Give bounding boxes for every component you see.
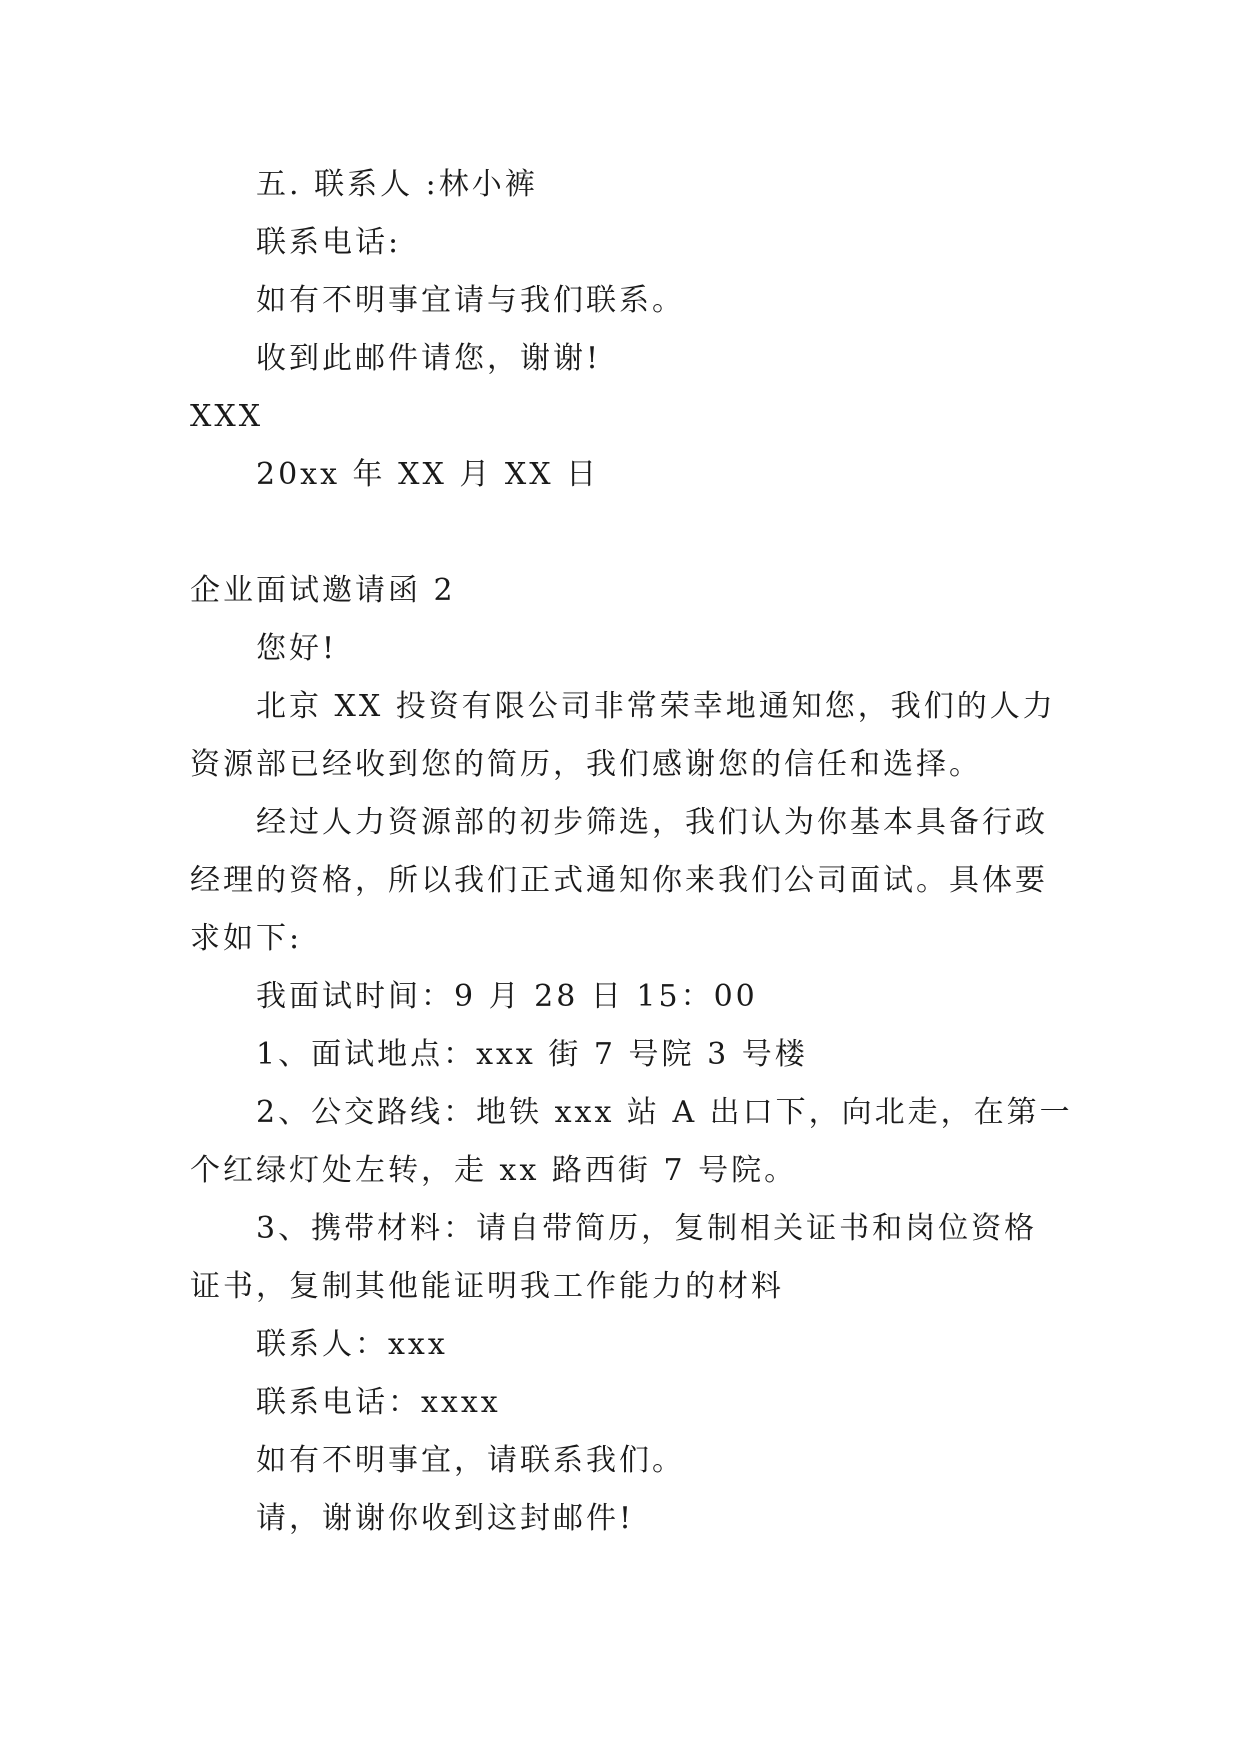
materials-line-1: 3、携带材料：请自带简历，复制相关证书和岗位资格 [256, 1211, 1038, 1246]
bus-route-line-2: 个红绿灯处左转，走 xx 路西街 7 号院。 [190, 1153, 798, 1188]
paragraph-2-line-3: 求如下: [190, 921, 303, 956]
contact-phone-2-line: 联系电话：xxxx [256, 1385, 501, 1420]
thanks-line: 收到此邮件请您，谢谢! [256, 341, 602, 376]
materials-line-2: 证书，复制其他能证明我工作能力的材料 [190, 1269, 784, 1304]
paragraph-2-line-2: 经理的资格，所以我们正式通知你来我们公司面试。具体要 [190, 863, 1048, 898]
contact-person-line: 五. 联系人 :林小裤 [256, 167, 538, 202]
paragraph-1-line-1: 北京 XX 投资有限公司非常荣幸地通知您，我们的人力 [256, 689, 1056, 724]
paragraph-1-line-2: 资源部已经收到您的简历，我们感谢您的信任和选择。 [190, 747, 982, 782]
paragraph-2-line-1: 经过人力资源部的初步筛选，我们认为你基本具备行政 [256, 805, 1048, 840]
date-line: 20xx 年 XX 月 XX 日 [256, 457, 600, 492]
interview-location-line: 1、面试地点：xxx 街 7 号院 3 号楼 [256, 1037, 808, 1072]
contact-phone-line: 联系电话: [256, 225, 402, 260]
signature-line: XXX [190, 399, 264, 434]
interview-time-line: 我面试时间：9 月 28 日 15：00 [256, 979, 758, 1014]
bus-route-line-1: 2、公交路线：地铁 xxx 站 A 出口下，向北走，在第一 [256, 1095, 1073, 1130]
closing-line: 请，谢谢你收到这封邮件! [256, 1501, 635, 1536]
greeting-line: 您好! [256, 631, 338, 666]
section-title: 企业面试邀请函 2 [190, 573, 456, 608]
inquiry-line: 如有不明事宜请与我们联系。 [256, 283, 685, 318]
inquiry-2-line: 如有不明事宜，请联系我们。 [256, 1443, 685, 1478]
contact-person-2-line: 联系人：xxx [256, 1327, 448, 1362]
